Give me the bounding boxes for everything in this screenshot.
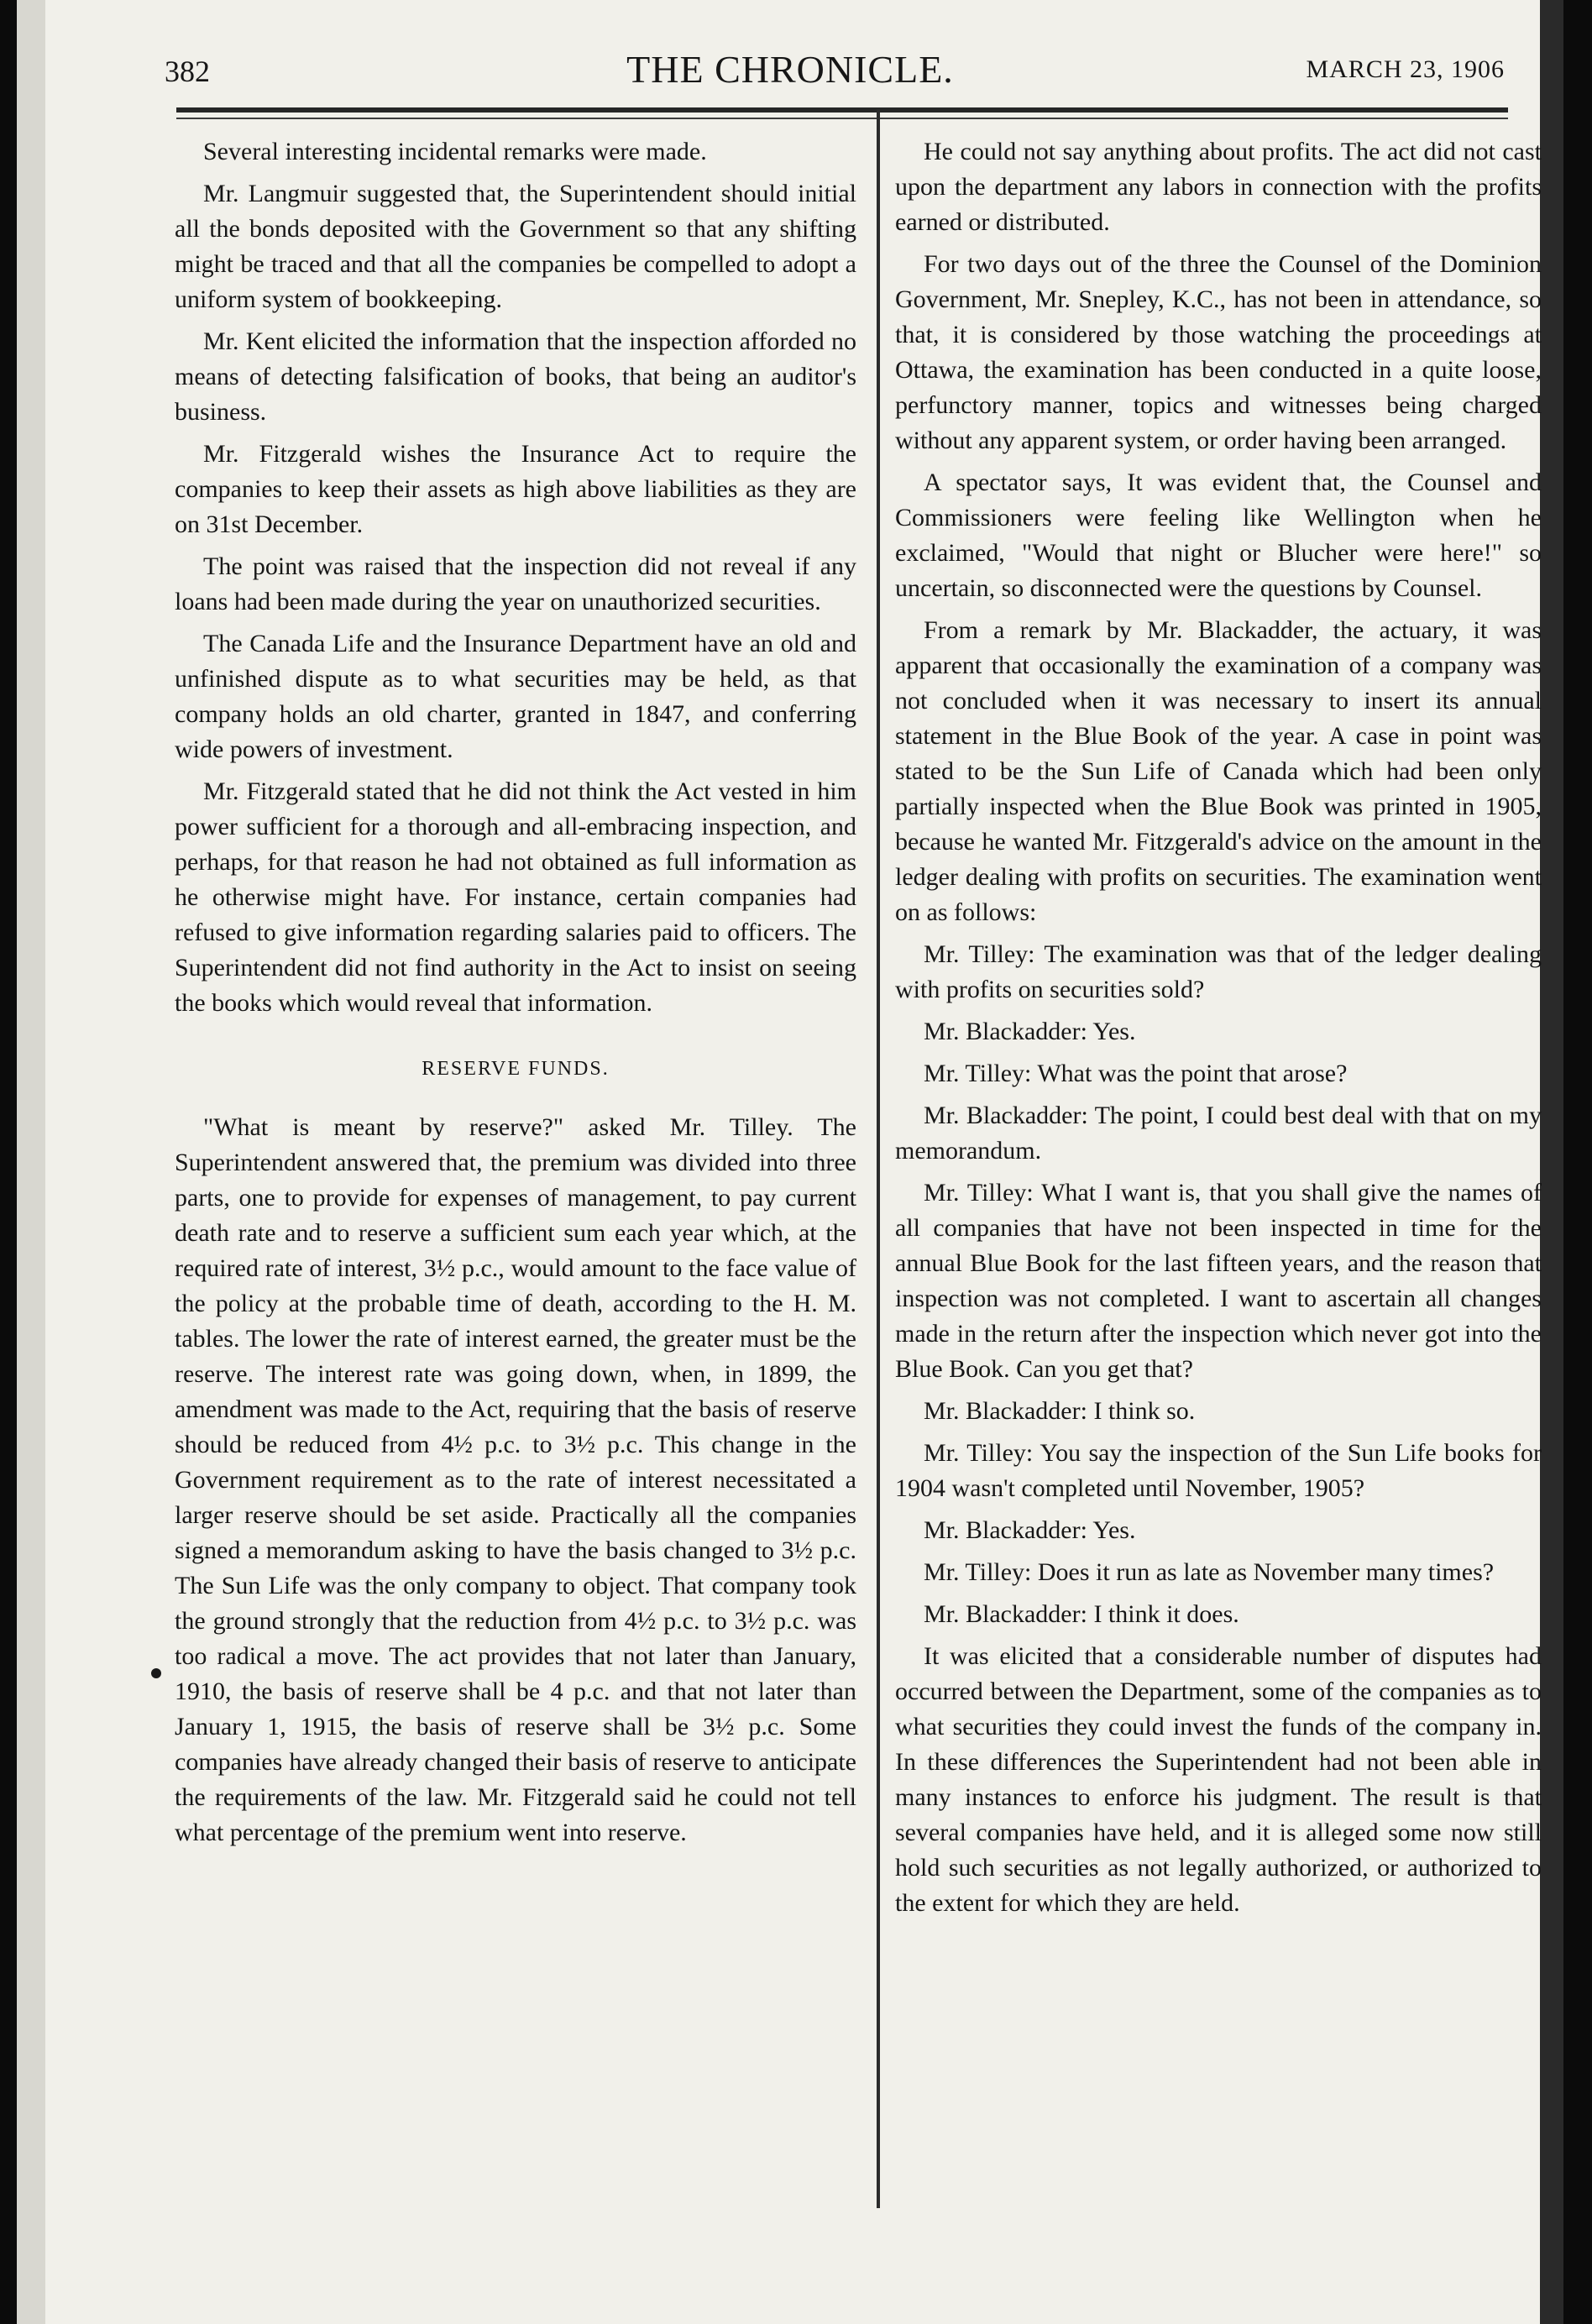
dialogue-line: Mr. Blackadder: I think so. [924,1397,1196,1425]
dialogue-line: Mr. Tilley: You say the inspection of the Sun Life books for 1904 wasn't completed until November, 1905? [895,1439,1542,1502]
paragraph: From a remark by Mr. Blackadder, the actuary, it was apparent that occasionally the examination of a company was not concluded when it was necessary to insert its annual statement in the Blue Book of the year. A case in point was stated to be the Sun Life of Canada which had been only partially inspected when the Blue Book was printed in 1905, because he wanted Mr. Fitzgerald's advice on the amount in the ledger dealing with profits on securities. The examination went on as follows: [895,616,1542,926]
dialogue-line: Mr. Tilley: What was the point that arose? [924,1060,1348,1087]
dialogue-line: Mr. Blackadder: Yes. [924,1018,1136,1045]
paragraph: The point was raised that the inspection did not reveal if any loans had been made during the year on unauthorized securities. [175,552,856,615]
dialogue-line: Mr. Blackadder: Yes. [924,1516,1136,1544]
page-number: 382 [165,55,210,88]
dialogue-line: Mr. Blackadder: The point, I could best deal with that on my memorandum. [895,1102,1542,1165]
right-column [895,134,1542,1928]
paragraph: Mr. Fitzgerald stated that he did not think the Act vested in him power sufficient for a thorough and all-embracing inspection, and perhaps, for that reason he had not obtained as full information as he otherwise might have. For instance, certain companies had refused to give information regarding salaries paid to officers. The Superintendent did not find authority in the Act to insist on seeing the books which would reveal that information. [175,777,856,1017]
header-rule-thick [176,107,1508,113]
paragraph: For two days out of the three the Counsel of the Dominion Government, Mr. Snepley, K.C., has not been in attendance, so that, it is considered by those watching the proceedings at Ottawa, the examination has been conducted in a quite loose, perfunctory manner, topics and witnesses being charged without any apparent system, or order having been arranged. [895,250,1542,454]
scan-margin-right [1540,0,1563,2324]
margin-mark [151,1668,161,1678]
paragraph: He could not say anything about profits. The act did not cast upon the department any labors in connection with the profits earned or distributed. [895,138,1542,236]
dialogue-line: Mr. Tilley: The examination was that of the ledger dealing with profits on securities sold? [895,940,1542,1003]
paragraph: Mr. Fitzgerald wishes the Insurance Act to require the companies to keep their assets as high above liabilities as they are on 31st December. [175,440,856,538]
column-divider [877,109,880,2208]
dialogue-line: Mr. Blackadder: I think it does. [924,1600,1239,1628]
scan-margin-left [17,0,45,2324]
paragraph: Mr. Kent elicited the information that the inspection afforded no means of detecting falsification of books, that being an auditor's business. [175,327,856,426]
issue-date: MARCH 23, 1906 [1306,55,1505,83]
paragraph: "What is meant by reserve?" asked Mr. Tilley. The Superintendent answered that, the premium was divided into three parts, one to provide for expenses of management, to pay current death rate and to reserve a sufficient sum each year which, at the required rate of interest, 3½ p.c., would amount to the face value of the policy at the probable time of death, according to the H. M. tables. The lower the rate of interest earned, the greater must be the reserve. The interest rate was going down, when, in 1899, the amendment was made to the Act, requiring that the basis of reserve should be reduced from 4½ p.c. to 3½ p.c. This change in the Government requirement as to the rate of interest necessitated a larger reserve should be set aside. Practically all the companies signed a memorandum asking to have the basis changed to 3½ p.c. The Sun Life was the only company to object. That company took the ground strongly that the reduction from 4½ p.c. to 3½ p.c. was too radical a move. The act provides that not later than January, 1910, the basis of reserve shall be 4 p.c. and that not later than January 1, 1915, the basis of reserve shall be 3½ p.c. Some companies have already changed their basis of reserve to anticipate the requirements of the law. Mr. Fitzgerald said he could not tell what percentage of the premium went into reserve. [175,1113,856,1846]
paragraph: Several interesting incidental remarks were made. [203,138,707,165]
newspaper-page [17,0,1563,2324]
paragraph: Mr. Langmuir suggested that, the Superintendent should initial all the bonds deposited with the Government so that any shifting might be traced and that all the companies be compelled to adopt a uniform system of bookkeeping. [175,180,856,313]
journal-title: THE CHRONICLE. [626,48,954,91]
dialogue-line: Mr. Tilley: What I want is, that you shall give the names of all companies that have not been inspected in time for the annual Blue Book for the last fifteen years, and the reason that inspection was not completed. I want to ascertain all changes made in the return after the inspection which never got into the Blue Book. Can you get that? [895,1179,1542,1383]
header-rule-thin [176,118,1508,119]
section-subheading: RESERVE FUNDS. [422,1058,610,1080]
left-column [175,134,856,1857]
paragraph: The Canada Life and the Insurance Department have an old and unfinished dispute as to what securities may be held, as that company holds an old charter, granted in 1847, and conferring wide powers of investment. [175,630,856,763]
paragraph: A spectator says, It was evident that, the Counsel and Commissioners were feeling like Wellington when he exclaimed, "Would that night or Blucher were here!" so uncertain, so disconnected were the questions by Counsel. [895,468,1542,602]
paragraph: It was elicited that a considerable number of disputes had occurred between the Department, some of the companies as to what securities they could invest the funds of the company in. In these differences the Superintendent had not been able in many instances to enforce his judgment. The result is that several companies have held, and it is alleged some now still hold such securities as not legally authorized, or authorized to the extent for which they are held. [895,1642,1542,1917]
page-header [17,37,1563,104]
dialogue-line: Mr. Tilley: Does it run as late as November many times? [924,1558,1495,1586]
